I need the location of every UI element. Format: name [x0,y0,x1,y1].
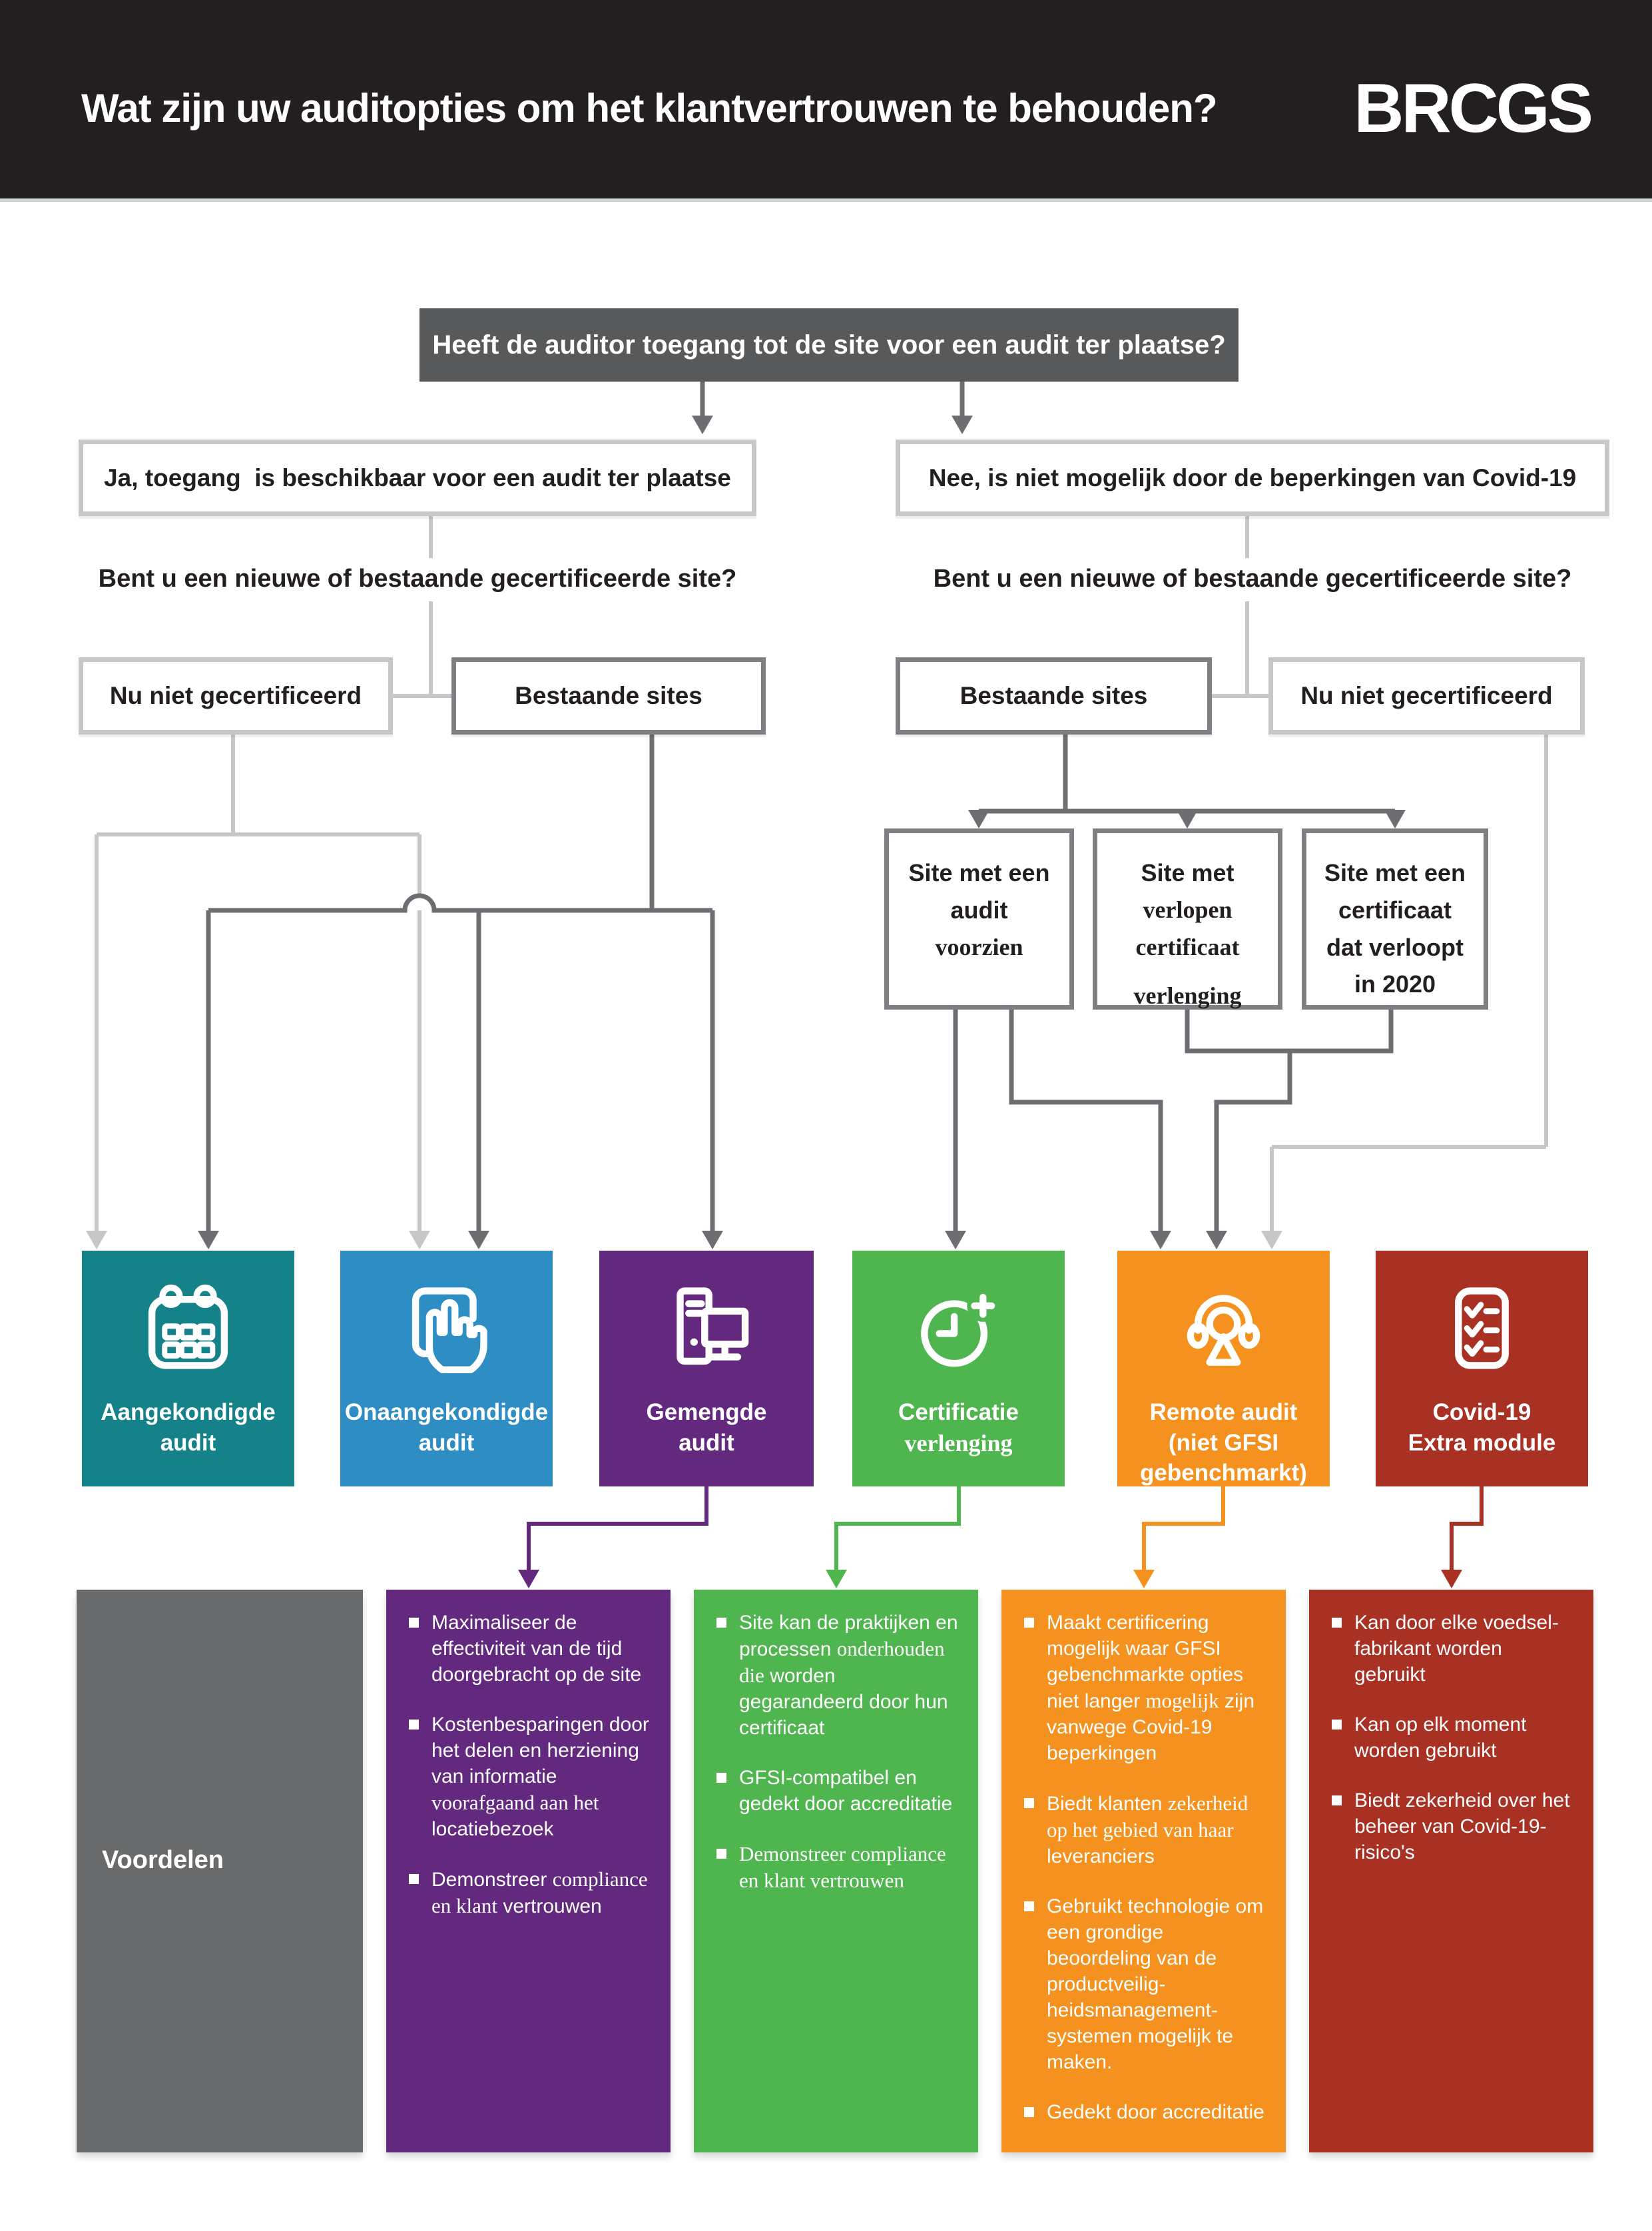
desktop-computer-icon [652,1276,762,1383]
text-line: Certificatie [898,1399,1019,1425]
text-line: Extra module [1408,1429,1556,1456]
text-line: Aangekondigde [101,1399,276,1425]
left-not-certified-box: Nu niet gecertificeerd [79,657,393,735]
clock-plus-icon [904,1276,1013,1383]
option-certificate-extension [852,1251,1065,1486]
benefit-item: Biedt zekerheid over het beheer van Covid-19-risico's [1332,1787,1576,1865]
option-label [898,1397,1019,1458]
text-line: voorzien [935,933,1023,960]
option-announced-audit [82,1251,294,1486]
text-line: verlenging [1133,982,1242,1010]
text-line: gebenchmarkt) [1140,1460,1307,1486]
text-line: certificaat [1338,896,1452,924]
text-line: Site met [1141,859,1235,886]
text-line: audit [418,1429,475,1456]
benefit-item: Kan op elk moment worden gebruikt [1332,1712,1576,1763]
text-line: Covid-19 [1432,1399,1531,1425]
benefit-item: Demonstreer compliance en klant vertrouwen [716,1841,961,1894]
no-branch-box: Nee, is niet mogelijk door de beperkingen van Covid-19 [896,440,1609,516]
text-line: in 2020 [1354,970,1436,998]
text-line: dat verloopt [1326,933,1464,961]
yes-branch-box: Ja, toegang is beschikbaar voor een audit ter plaatse [79,440,756,516]
benefits-header-box [77,1590,363,2152]
option-label [647,1397,767,1458]
option-label [345,1397,548,1458]
text-line: verlopen [1143,896,1233,923]
benefit-item: Maakt certificering mogelijk waar GFSI gebenchmarkte opties niet langer mogelijk zijn vanwege Covid-19 beperkingen [1024,1610,1268,1766]
text-line: audit [950,896,1008,924]
option-mixed-audit [599,1251,814,1486]
bullet-square-icon [1024,1901,1034,1911]
brcgs-logo: BRCGS [1354,70,1591,147]
root-question-box: Heeft de auditor toegang tot de site voor een audit ter plaatse? [419,308,1239,382]
touch-icon [392,1276,501,1383]
option-covid19-module [1376,1251,1588,1486]
benefits-label: Voordelen [102,1846,224,1874]
right-not-certified-box: Nu niet gecertificeerd [1268,657,1585,735]
benefit-item: Kan door elke voedsel- fabrikant worden gebruikt [1332,1610,1576,1688]
headset-person-icon [1169,1276,1278,1383]
bullet-square-icon [716,1773,726,1783]
option-label [1140,1397,1307,1488]
benefits-covid19-module [1309,1590,1593,2152]
benefit-item: Site kan de praktijken en processen onderhouden die worden gegarandeerd door hun certificaat [716,1610,961,1741]
bullet-square-icon [409,1618,419,1628]
left-existing-sites-box: Bestaande sites [451,657,766,735]
calendar-icon [133,1276,243,1383]
text-line: Site met een [908,859,1050,886]
benefit-item: Maximaliseer de effectiviteit van de tijd doorgebracht op de site [409,1610,653,1688]
checklist-icon [1427,1276,1537,1383]
option-label [1408,1397,1556,1458]
bullet-square-icon [1024,1618,1034,1628]
bullet-square-icon [716,1849,726,1859]
benefit-item: Kostenbesparingen door het delen en herziening van informatie voorafgaand aan het locatiebezoek [409,1712,653,1842]
benefits-mixed-audit [386,1590,671,2152]
text-line: audit [679,1429,734,1456]
bullet-square-icon [1024,1798,1034,1808]
benefits-certificate-extension [694,1590,978,2152]
text-line: (niet GFSI [1168,1429,1279,1456]
question-right: Bent u een nieuwe of bestaande gecertificeerde site? [933,565,1572,593]
text-line: Onaangekondigde [344,1399,549,1425]
text-line: audit [160,1429,216,1456]
site-expired-certificate-box [1093,828,1282,1010]
question-left: Bent u een nieuwe of bestaande gecertificeerde site? [98,565,737,593]
site-certificate-expiring-2020-box [1302,828,1488,1010]
text-line: Gemengde [646,1399,767,1425]
text-line: Remote audit [1149,1399,1298,1425]
bullet-square-icon [1024,2107,1034,2117]
bullet-square-icon [1332,1795,1342,1805]
benefit-item: Biedt klanten zekerheid op het gebied van haar leveranciers [1024,1790,1268,1869]
benefit-item: Gedekt door accreditatie [1024,2099,1268,2125]
option-label [101,1397,276,1458]
text-line: verlenging [904,1429,1013,1456]
text-line: certificaat [1135,933,1240,960]
benefits-remote-audit [1001,1590,1286,2152]
text-line: Site met een [1324,859,1466,886]
benefit-item: Demonstreer compliance en klant vertrouwen [409,1866,653,1919]
bullet-square-icon [1332,1720,1342,1730]
benefit-item: GFSI-compatibel en gedekt door accreditatie [716,1765,961,1817]
site-with-planned-audit-box [884,828,1074,1010]
right-existing-sites-box: Bestaande sites [896,657,1212,735]
bullet-square-icon [409,1720,419,1730]
page-title: Wat zijn uw auditopties om het klantvertrouwen te behouden? [81,86,1217,131]
bullet-square-icon [716,1618,726,1628]
connector-lines-colored [529,1486,1482,1570]
option-unannounced-audit [340,1251,553,1486]
bullet-square-icon [409,1874,419,1884]
benefit-item: Gebruikt technologie om een grondige beoordeling van de productveilig- heidsmanagement- systemen mogelijk te maken. [1024,1893,1268,2075]
bullet-square-icon [1332,1618,1342,1628]
option-remote-audit [1117,1251,1330,1486]
